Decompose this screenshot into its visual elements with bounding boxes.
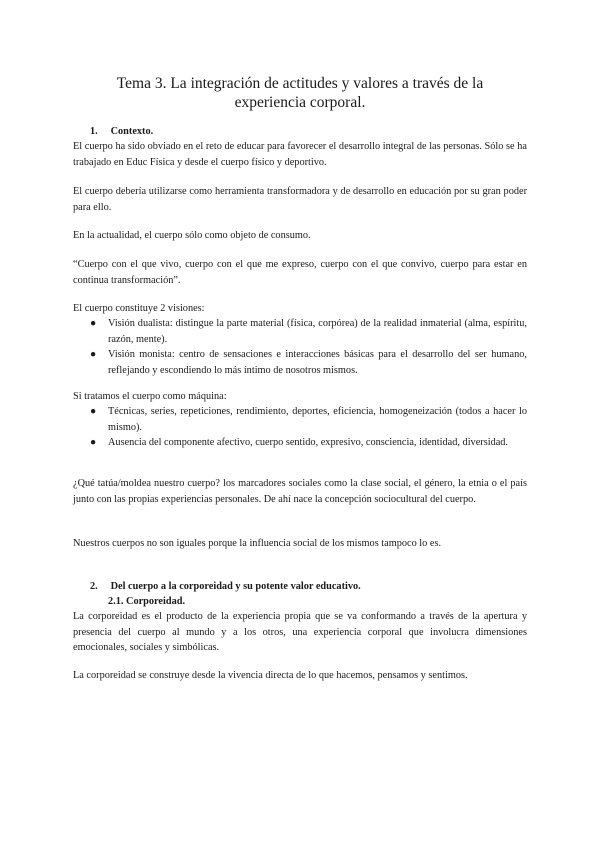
list-item [73,347,527,378]
section-2-heading [90,579,361,595]
paragraph-machine: Si tratamos el cuerpo como máquina: [73,391,227,402]
section-1-heading [90,124,153,140]
bullet-icon: ● [90,406,97,417]
list-item-text: Visión dualista: distingue la parte material (física, corpórea) de la realidad inmaterial (alma, espíritu, razón, mente). [108,318,527,345]
paragraph-corporeidad: La corporeidad es el producto de la experiencia propia que se va conformando a través de la apertura y presencia del cuerpo al mundo y a los otros, una experiencia corporal que involucra dimensiones emocionales, sociales y simbólicas. [73,611,527,653]
visions-list [73,316,527,378]
bullet-icon: ● [90,318,97,329]
paragraph-3: En la actualidad, el cuerpo sólo como objeto de consumo. [73,230,311,241]
list-item-text: Técnicas, series, repeticiones, rendimiento, deportes, eficiencia, homogeneización (todos a hacer lo mismo). [108,406,527,433]
machine-list [73,404,527,451]
paragraph-influence: Nuestros cuerpos no son iguales porque la influencia social de los mismos tampoco lo es. [73,538,442,549]
list-item-text: Ausencia del componente afectivo, cuerpo sentido, expresivo, consciencia, identidad, diversidad. [108,437,509,448]
paragraph-sociocultural: ¿Qué tatúa/moldea nuestro cuerpo? los marcadores sociales como la clase social, el género, la etnia o el país junto con las propias experiencias personales. De ahí nace la concepción sociocultural del cuerpo. [73,478,527,505]
list-item [73,316,527,347]
quote-paragraph: “Cuerpo con el que vivo, cuerpo con el que me expreso, cuerpo con el que convivo, cuerpo para estar en continua transformación”. [73,259,527,286]
list-item [73,404,527,435]
bullet-icon: ● [90,349,97,360]
paragraph-2: El cuerpo debería utilizarse como herramienta transformadora y de desarrollo en educación por su gran poder para ello. [73,186,527,213]
list-item-text: Visión monista: centro de sensaciones e interacciones básicas para el desarrollo del ser humano, reflejando y escondiendo lo más íntimo de nosotros mismos. [108,349,527,376]
paragraph-construye: La corporeidad se construye desde la vivencia directa de lo que hacemos, pensamos y sentimos. [73,670,468,681]
bullet-icon: ● [90,437,97,448]
section-2-title: Del cuerpo a la corporeidad y su potente valor educativo. [110,581,361,592]
section-1-number: 1. [90,126,98,137]
paragraph-visions: El cuerpo constituye 2 visiones: [73,303,205,314]
subsection-2-1-heading: 2.1. Corporeidad. [108,596,186,607]
section-2-number: 2. [90,581,98,592]
page-title: Tema 3. La integración de actitudes y valores a través de la experiencia corporal. [116,75,484,111]
list-item [73,435,527,451]
paragraph-1: El cuerpo ha sido obviado en el reto de educar para favorecer el desarrollo integral de las personas. Sólo se ha trabajado en Educ Física y desde el cuerpo físico y deportivo. [73,141,527,168]
section-1-title: Contexto. [110,126,154,137]
